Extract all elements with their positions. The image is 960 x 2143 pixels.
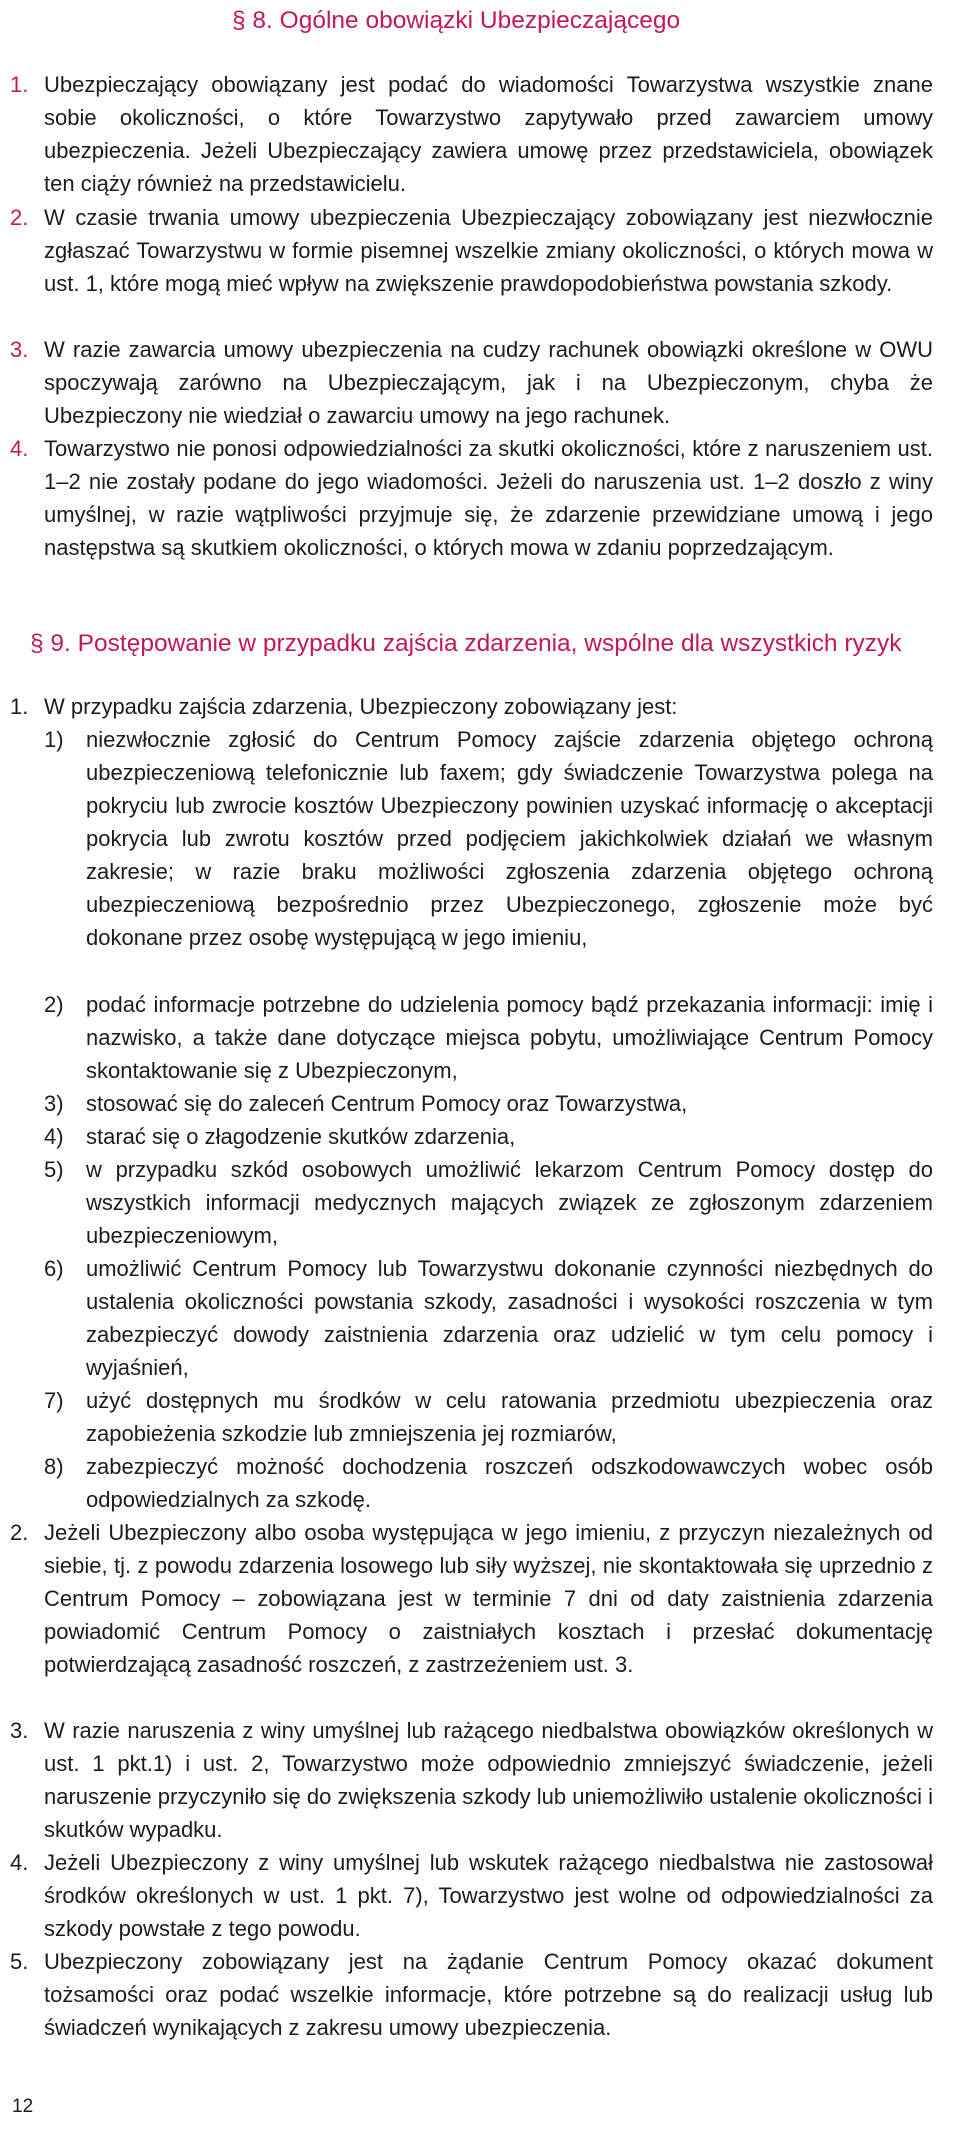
subitem-text: umożliwić Centrum Pomocy lub Towarzystwu dokonanie czynności niezbędnych do ustalenia okoliczności powstania szkody, zasadności i wysokości roszczenia w tym zabezpieczyć dowody zaistnienia zdarzenia oraz udzielić w tym celu pomocy i wyjaśnień, — [86, 1256, 933, 1380]
section-9-subitem-1 — [44, 723, 933, 954]
section-9-subitem-8 — [44, 1450, 933, 1516]
subitem-number: 5) — [44, 1157, 64, 1182]
subitem-number: 3) — [44, 1091, 64, 1116]
section-9-subitem-6 — [44, 1252, 933, 1384]
item-number: 5. — [10, 1949, 29, 1974]
section-8-item-4 — [10, 432, 933, 564]
item-text: Jeżeli Ubezpieczony z winy umyślnej lub wskutek rażącego niedbalstwa nie zastosował środków określonych w ust. 1 pkt. 7), Towarzystwo jest wolne od odpowiedzialności za szkody powstałe z tego powodu. — [44, 1850, 933, 1941]
section-9-subitem-4 — [44, 1120, 933, 1153]
subitem-text: stosować się do zaleceń Centrum Pomocy oraz Towarzystwa, — [86, 1091, 688, 1116]
item-text: Jeżeli Ubezpieczony albo osoba występująca w jego imieniu, z przyczyn niezależnych od siebie, tj. z powodu zdarzenia losowego lub siły wyższej, nie skontaktowała się uprzednio z Centrum Pomocy – zobowiązana jest w terminie 7 dni od daty zaistnienia zdarzenia powiadomić Centrum Pomocy o zaistniałych kosztach i przesłać dokumentację potwierdzającą zasadność roszczeń, z zastrzeżeniem ust. 3. — [44, 1520, 933, 1677]
section-9-subitem-5 — [44, 1153, 933, 1252]
page-number: 12 — [12, 2096, 34, 2117]
subitem-text: starać się o złagodzenie skutków zdarzenia, — [86, 1124, 516, 1149]
item-number: 3. — [10, 1718, 29, 1743]
item-text: Towarzystwo nie ponosi odpowiedzialności za skutki okoliczności, które z naruszeniem ust. 1–2 nie zostały podane do jego wiadomości. Jeżeli do naruszenia ust. 1–2 doszło z winy umyślnej, w razie wątpliwości przyjmuje się, że zdarzenie przewidziane umową i jego następstwa są skutkiem okoliczności, o których mowa w zdaniu poprzedzającym. — [44, 436, 933, 560]
subitem-number: 4) — [44, 1124, 64, 1149]
subitem-text: zabezpieczyć możność dochodzenia roszczeń odszkodowawczych wobec osób odpowiedzialnych za szkodę. — [86, 1454, 933, 1512]
subitem-text: użyć dostępnych mu środków w celu ratowania przedmiotu ubezpieczenia oraz zapobieżenia szkodzie lub zmniejszenia jej rozmiarów, — [86, 1388, 933, 1446]
subitem-number: 1) — [44, 727, 64, 752]
subitem-number: 2) — [44, 992, 64, 1017]
section-8-item-3 — [10, 333, 933, 432]
subitem-text: podać informacje potrzebne do udzielenia pomocy bądź przekazania informacji: imię i nazwisko, a także dane dotyczące miejsca pobytu, umożliwiające Centrum Pomocy skontaktowanie się z Ubezpieczonym, — [86, 992, 933, 1083]
section-8-heading: § 8. Ogólne obowiązki Ubezpieczającego — [232, 7, 681, 34]
section-9-subitem-2 — [44, 988, 933, 1087]
section-8-item-1 — [10, 68, 933, 200]
item-text: W czasie trwania umowy ubezpieczenia Ubezpieczający zobowiązany jest niezwłocznie zgłaszać Towarzystwu w formie pisemnej wszelkie zmiany okoliczności, o których mowa w ust. 1, które mogą mieć wpływ na zwiększenie prawdopodobieństwa powstania szkody. — [44, 205, 933, 296]
item-number: 4. — [10, 1850, 29, 1875]
subitem-text: w przypadku szkód osobowych umożliwić lekarzom Centrum Pomocy dostęp do wszystkich informacji medycznych mających związek ze zgłoszonym zdarzeniem ubezpieczeniowym, — [86, 1157, 933, 1248]
item-text: W przypadku zajścia zdarzenia, Ubezpieczony zobowiązany jest: — [44, 694, 678, 719]
subitem-number: 6) — [44, 1256, 64, 1281]
section-9-item-4 — [10, 1846, 933, 1945]
item-number: 1. — [10, 694, 29, 719]
item-text: Ubezpieczający obowiązany jest podać do wiadomości Towarzystwa wszystkie znane sobie okoliczności, o które Towarzystwo zapytywało przed zawarciem umowy ubezpieczenia. Jeżeli Ubezpieczający zawiera umowę przez przedstawiciela, obowiązek ten ciąży również na przedstawicielu. — [44, 72, 933, 196]
item-text: W razie naruszenia z winy umyślnej lub rażącego niedbalstwa obowiązków określonych w ust. 1 pkt.1) i ust. 2, Towarzystwo może odpowiednio zmniejszyć świadczenie, jeżeli naruszenie przyczyniło się do zwiększenia szkody lub uniemożliwiło ustalenie okoliczności i skutków wypadku. — [44, 1718, 933, 1842]
item-number: 3. — [10, 337, 29, 362]
section-9-heading: § 9. Postępowanie w przypadku zajścia zdarzenia, wspólne dla wszystkich ryzyk — [30, 630, 902, 657]
subitem-number: 7) — [44, 1388, 64, 1413]
section-9-item-3 — [10, 1714, 933, 1846]
item-number: 1. — [10, 72, 29, 97]
section-9-item-1 — [10, 690, 933, 723]
subitem-text: niezwłocznie zgłosić do Centrum Pomocy zajście zdarzenia objętego ochroną ubezpieczeniową telefonicznie lub faxem; gdy świadczenie Towarzystwa polega na pokryciu lub zwrocie kosztów Ubezpieczony powinien uzyskać informację o akceptacji pokrycia lub zwrotu kosztów przed podjęciem jakichkolwiek działań we własnym zakresie; w razie braku możliwości zgłoszenia zdarzenia objętego ochroną ubezpieczeniową bezpośrednio przez Ubezpieczonego, zgłoszenie może być dokonane przez osobę występującą w jego imieniu, — [86, 727, 933, 950]
item-number: 2. — [10, 205, 29, 230]
section-8-item-2 — [10, 201, 933, 300]
section-9-subitem-7 — [44, 1384, 933, 1450]
item-text: Ubezpieczony zobowiązany jest na żądanie Centrum Pomocy okazać dokument tożsamości oraz podać wszelkie informacje, które potrzebne są do realizacji usług lub świadczeń wynikających z zakresu umowy ubezpieczenia. — [44, 1949, 933, 2040]
section-9-item-5 — [10, 1945, 933, 2044]
section-9-item-2 — [10, 1516, 933, 1681]
item-number: 2. — [10, 1520, 29, 1545]
section-9-subitem-3 — [44, 1087, 933, 1120]
item-number: 4. — [10, 436, 29, 461]
item-text: W razie zawarcia umowy ubezpieczenia na cudzy rachunek obowiązki określone w OWU spoczywają zarówno na Ubezpieczającym, jak i na Ubezpieczonym, chyba że Ubezpieczony nie wiedział o zawarciu umowy na jego rachunek. — [44, 337, 933, 428]
subitem-number: 8) — [44, 1454, 64, 1479]
